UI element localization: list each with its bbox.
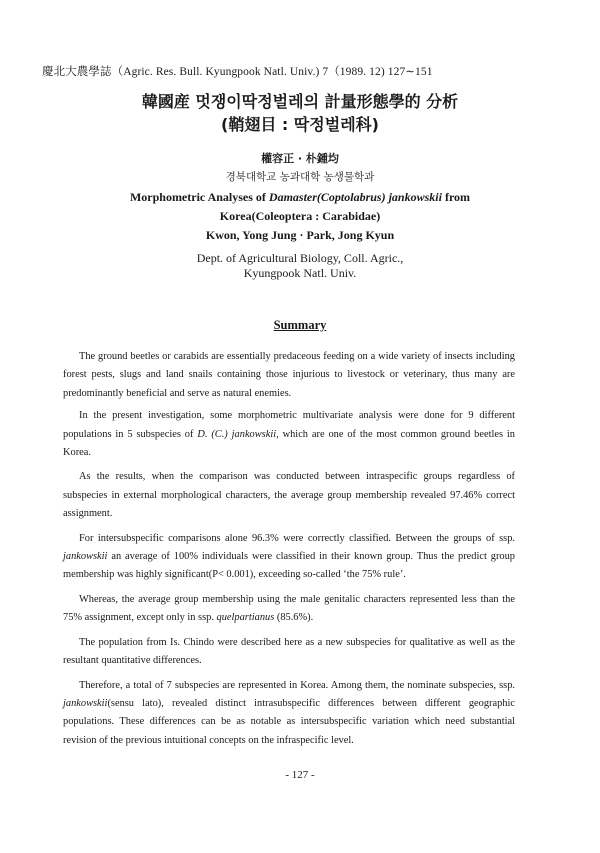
p7-text-b: (sensu lato), revealed distinct intrasubspecific differences between different geographic populations. These differences can be as notable as intersubspecific variation which need substantial revision of the previous intuitional concepts on the infraspecific level.: [63, 697, 515, 746]
summary-paragraph-7: [63, 677, 515, 751]
p5-text-b: (85.6%).: [274, 612, 314, 624]
department-korean: 경북대학교 농과대학 농생물학과: [225, 171, 375, 183]
summary-paragraph-5: [63, 591, 515, 628]
p2-text-b: which are one of the most common ground beetles in Korea.: [63, 428, 516, 459]
summary-paragraph-1: The ground beetles or carabids are essentially predaceous feeding on a wide variety of insects including forest pests, slugs and land snails containing those injurious to livestock or veterinary, thus many are predominantly beneficial and serve as natural enemies.: [63, 351, 515, 399]
summary-paragraph-3: As the results, when the comparison was conducted between intraspecific groups regardless of subspecies in external morphological characters, the average group membership revealed 97.46% correct assignment.: [63, 471, 515, 520]
korean-title-line1: 韓國産 멋쟁이딱정벌레의 計量形態學的 分析: [141, 92, 459, 111]
department-english-line2: Kyungpook Natl. Univ.: [243, 266, 357, 280]
summary-body: [63, 348, 515, 756]
p5-text-a: Whereas, the average group membership using the male genitalic characters represented less than the 75% assignment, except only in ssp.: [63, 593, 515, 624]
p4-subspecies: jankowskii: [63, 551, 108, 563]
korean-title-line2: (鞘翅目 : 딱정벌레科): [221, 115, 379, 134]
authors-korean: 權容正 · 朴鍾均: [261, 152, 339, 165]
p4-text-a: For intersubspecific comparisons alone 96.3% were correctly classified. Between the groups of ssp.: [79, 532, 515, 544]
english-title-species: Damaster(Coptolabrus) jankowskii: [268, 190, 442, 204]
summary-paragraph-4: [63, 530, 515, 585]
summary-paragraph-6: The population from Is. Chindo were described here as a new subspecies for qualitative as well as the resultant quantitative differences.: [63, 636, 515, 667]
p2-text-a: In the present investigation, some morphometric multivariate analysis were done for 9 different populations in 5 subspecies of: [63, 410, 515, 440]
english-title-part-b: from: [441, 190, 471, 204]
english-title-line1: [0, 190, 600, 205]
p2-species: D. (C.) jankowskii,: [197, 428, 279, 440]
english-title-line2: Korea(Coleoptera : Carabidae): [219, 209, 381, 223]
p7-subspecies: jankowskii: [63, 697, 108, 709]
department-english-line1: Dept. of Agricultural Biology, Coll. Agric.,: [196, 251, 404, 265]
summary-paragraph-2: [63, 407, 515, 462]
p7-text-a: Therefore, a total of 7 subspecies are represented in Korea. Among them, the nominate subspecies, ssp.: [79, 679, 515, 691]
journal-citation: 慶北大農學誌（Agric. Res. Bull. Kyungpook Natl. Univ.) 7（1989. 12) 127∼151: [42, 66, 433, 78]
authors-english: Kwon, Yong Jung · Park, Jong Kyun: [205, 228, 395, 242]
summary-heading: Summary: [273, 318, 327, 332]
p4-text-b: an average of 100% individuals were classified in their known group. Thus the predict group membership was highly significant(P< 0.001), exceeding so-called ‘the 75% rule’.: [63, 551, 515, 581]
page-number: - 127 -: [285, 769, 315, 781]
english-title-part-a: Morphometric Analyses of: [129, 190, 269, 204]
p5-subspecies: quelpartianus: [216, 612, 275, 624]
